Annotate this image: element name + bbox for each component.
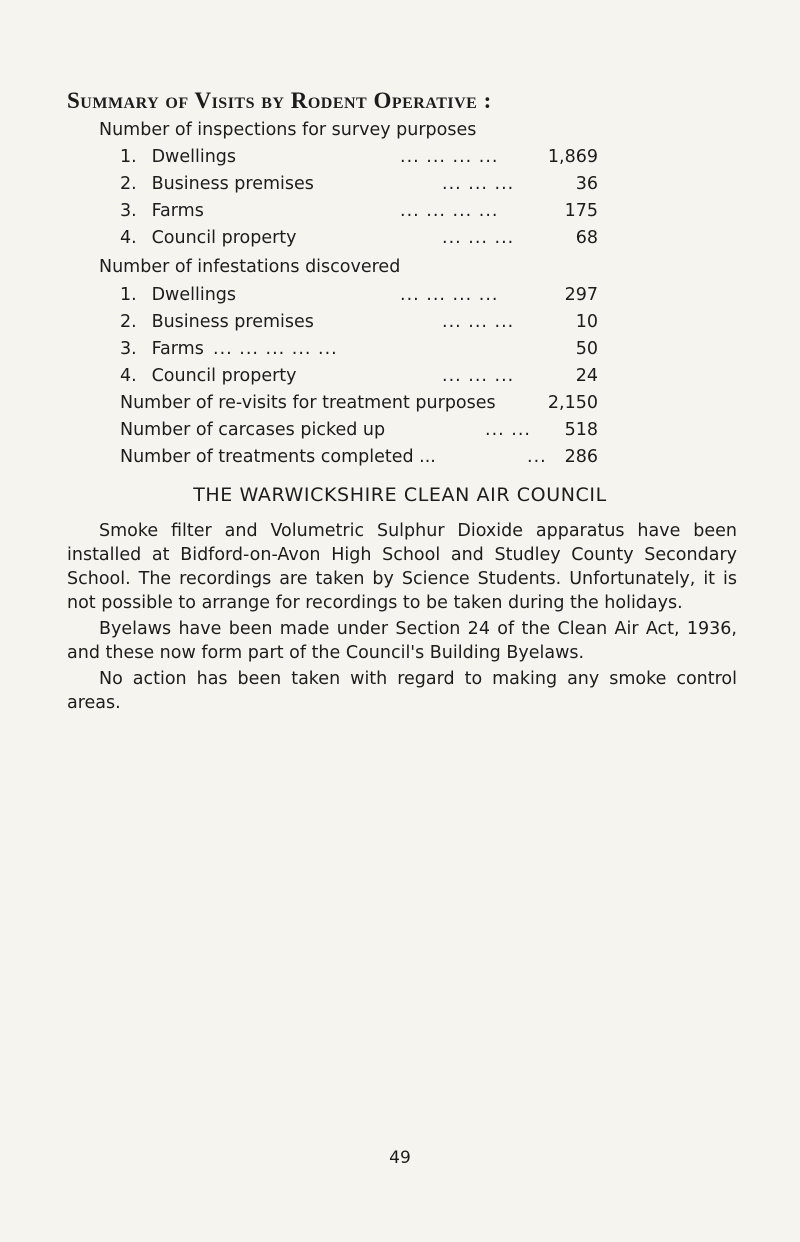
row-label: Business premises: [151, 174, 314, 194]
leader-dots: ... ... ...: [442, 228, 515, 248]
clean-air-paragraph-1: Smoke filter and Volumetric Sulphur Dioxide apparatus have been installed at Bidford-on-Avon High School and Studley County Secondary School. The recordings are taken by Science Students. Unfortunately, it is not possible to arrange for recordings to be taken during the holidays.: [67, 521, 737, 613]
row-label: Dwellings: [151, 147, 237, 167]
row-number: 1.: [120, 285, 137, 305]
inspection-row-council: [120, 226, 297, 250]
row-value: 36: [575, 174, 598, 194]
row-number: 3.: [120, 201, 137, 221]
leader-dots: ... ... ... ...: [400, 147, 499, 167]
inspections-label: Number of inspections for survey purposes: [99, 120, 477, 140]
row-value: 175: [564, 201, 598, 221]
revisits-value: 2,150: [547, 393, 598, 413]
treatments-label: Number of treatments completed ...: [120, 447, 436, 467]
infestation-row-council: [120, 364, 297, 388]
infestation-row-business: [120, 310, 314, 334]
row-label: Business premises: [151, 312, 314, 332]
row-label: Council property: [151, 366, 297, 386]
clean-air-paragraph-3: No action has been taken with regard to making any smoke control areas.: [67, 669, 737, 713]
leader-dots: ... ... ...: [442, 174, 515, 194]
row-label: Dwellings: [151, 285, 237, 305]
inspection-row-business: [120, 172, 314, 196]
leader-dots: ...: [527, 447, 547, 467]
row-label: Council property: [151, 228, 297, 248]
row-number: 4.: [120, 366, 137, 386]
inspection-row-farms: [120, 199, 204, 223]
row-value: 10: [575, 312, 598, 332]
carcases-value: 518: [564, 420, 598, 440]
row-value: 24: [575, 366, 598, 386]
leader-dots: ... ...: [485, 420, 531, 440]
row-value: 68: [575, 228, 598, 248]
row-number: 2.: [120, 174, 137, 194]
row-label: Farms: [151, 201, 204, 221]
summary-heading: Summary of Visits by Rodent Operative :: [67, 88, 492, 113]
revisits-label: Number of re-visits for treatment purposes: [120, 393, 496, 413]
clean-air-title: THE WARWICKSHIRE CLEAN AIR COUNCIL: [193, 484, 607, 506]
leader-dots: ... ... ... ...: [400, 285, 499, 305]
infestations-label: Number of infestations discovered: [99, 257, 401, 277]
leader-dots: ... ... ... ...: [400, 201, 499, 221]
leader-dots: ... ... ...: [442, 366, 515, 386]
carcases-label: Number of carcases picked up: [120, 420, 386, 440]
row-value: 297: [564, 285, 598, 305]
treatments-value: 286: [564, 447, 598, 467]
infestation-row-dwellings: [120, 283, 236, 307]
clean-air-paragraph-2: Byelaws have been made under Section 24 of the Clean Air Act, 1936, and these now form part of the Council's Building Byelaws.: [67, 619, 737, 663]
leader-dots: ... ... ...: [442, 312, 515, 332]
row-value: 1,869: [547, 147, 598, 167]
row-number: 1.: [120, 147, 137, 167]
row-label: Farms: [151, 339, 204, 359]
leader-dots: ... ... ... ... ...: [213, 339, 338, 359]
row-value: 50: [575, 339, 598, 359]
row-number: 4.: [120, 228, 137, 248]
row-number: 2.: [120, 312, 137, 332]
inspection-row-dwellings: [120, 145, 236, 169]
row-number: 3.: [120, 339, 137, 359]
infestation-row-farms: [120, 337, 204, 361]
page-number: 49: [389, 1148, 411, 1168]
